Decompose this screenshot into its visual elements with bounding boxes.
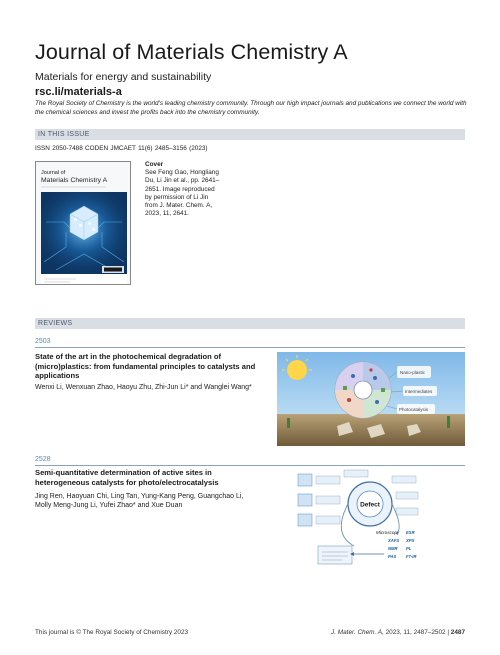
article-page-number[interactable]: 2503: [35, 338, 51, 345]
footer-page-number: 2487: [450, 629, 465, 636]
section-bar-in-this-issue: IN THIS ISSUE: [35, 129, 465, 140]
cover-caption-title: Cover: [145, 161, 164, 168]
figure-label-pl: PL: [406, 546, 412, 551]
article-title[interactable]: State of the art in the photochemical degradation of (micro)plastics: from fundamental principles to catalysts and applications: [35, 352, 256, 381]
footer-citation: [331, 629, 465, 636]
plastic-degradation-figure: [277, 352, 465, 446]
cover-caption: [145, 161, 220, 218]
figure-label-nano-plastic: Nano-plastic: [400, 370, 426, 375]
figure-label-xps: XPS: [406, 538, 415, 543]
footer-separator: |: [447, 629, 451, 636]
footer-citation-journal: J. Mater. Chem. A,: [331, 629, 384, 636]
journal-blurb: The Royal Society of Chemistry is the world's leading chemistry community. Through our high impact journals and publications we connect the world with the chemical sciences and invest the profits back into the chemistry community.: [35, 100, 467, 116]
figure-label-xafs: XAFS: [388, 538, 400, 543]
cover-journal-line2: Materials Chemistry A: [41, 177, 108, 184]
figure-label-intermediates: Intermediates: [405, 389, 433, 394]
figure-label-microscopy: Microscopy: [376, 530, 400, 535]
cover-journal-line1: Journal of: [41, 170, 66, 176]
cover-thumbnail[interactable]: [35, 161, 131, 285]
section-bar-reviews: REVIEWS: [35, 318, 465, 329]
journal-url[interactable]: rsc.li/materials-a: [35, 86, 122, 98]
active-sites-figure: [292, 468, 442, 573]
article-divider: [35, 347, 465, 348]
article-divider: [35, 465, 465, 466]
figure-label-defect: Defect: [360, 501, 380, 509]
figure-label-photocatalysis: Photocatalysis: [399, 407, 429, 412]
figure-label-nmr: NMR: [388, 546, 398, 551]
article-title[interactable]: Semi-quantitative determination of active sites in heterogeneous catalysts for photo/electrocatalysis: [35, 468, 219, 487]
figure-label-esr: ESR: [406, 530, 415, 535]
cover-caption-text: See Feng Gao, Hongliang Du, Li Jin et al., pp. 2641–2651. Image reproduced by permission of Li Jin from J. Mater. Chem. A, 2023, 11, 2641.: [145, 169, 220, 218]
footer-copyright: This journal is © The Royal Society of Chemistry 2023: [35, 629, 189, 636]
figure-label-pas: PAS: [388, 554, 397, 559]
article-graphical-abstract[interactable]: [292, 468, 442, 573]
cover-image: [36, 162, 131, 285]
article-page-number[interactable]: 2528: [35, 456, 51, 463]
journal-subtitle: Materials for energy and sustainability: [35, 71, 212, 83]
journal-title: Journal of Materials Chemistry A: [35, 40, 348, 64]
footer-citation-volume: 2023, 11, 2487–2502: [383, 629, 446, 636]
article-graphical-abstract[interactable]: [277, 352, 465, 446]
article-authors: Jing Ren, Haoyuan Chi, Ling Tan, Yung-Kang Peng, Guangchao Li, Molly Meng-Jung Li, Yufei Zhao* and Xue Duan: [35, 493, 244, 510]
figure-label-ft-ir: FT-IR: [406, 554, 417, 559]
issn-line: ISSN 2050-7488 CODEN JMCAET 11(6) 2485–3156 (2023): [35, 145, 208, 152]
article-authors: Wenxi Li, Wenxuan Zhao, Haoyu Zhu, Zhi-Jun Li* and Wanglei Wang*: [35, 384, 252, 391]
